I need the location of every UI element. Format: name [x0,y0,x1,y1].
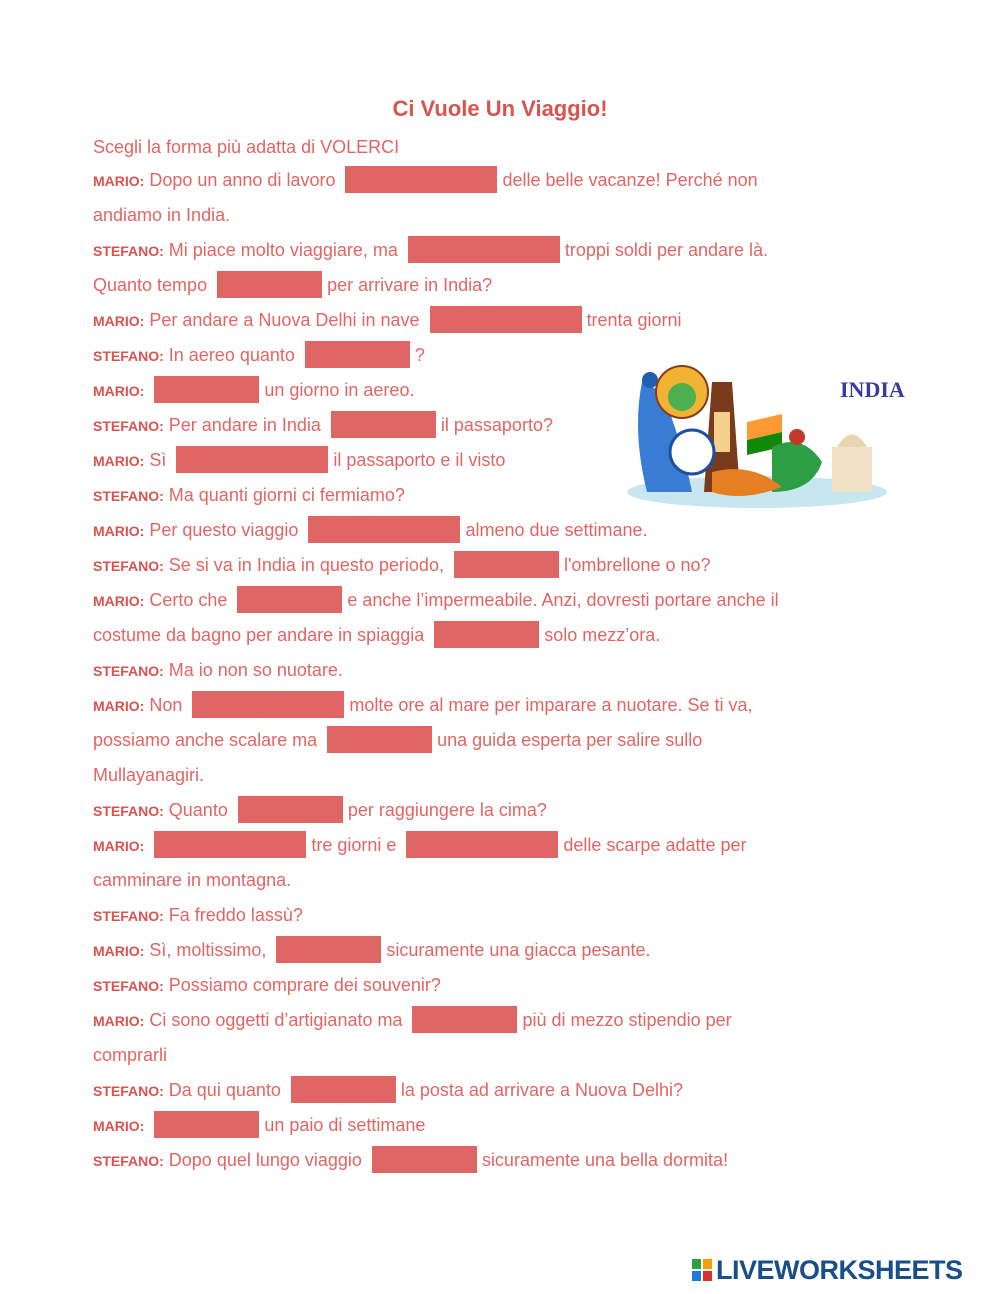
answer-blank[interactable] [237,586,342,613]
answer-blank[interactable] [408,236,560,263]
dialogue-line [93,373,414,408]
speaker-label: MARIO: [93,943,145,959]
line-text [144,835,149,855]
dialogue-line [93,793,547,828]
line-text: Da qui quanto [163,1080,286,1100]
line-text: un giorno in aereo. [264,380,415,400]
answer-blank[interactable] [454,551,559,578]
dialogue-line [93,1003,732,1038]
line-text: In aereo quanto [163,345,300,365]
answer-blank[interactable] [291,1076,396,1103]
line-text: andiamo in India. [93,205,231,225]
speaker-label: STEFANO: [93,418,164,434]
speaker-label: MARIO: [93,523,145,539]
line-text: delle scarpe adatte per [563,835,747,855]
line-text: trenta giorni [586,310,682,330]
peacock-head-shape [642,372,658,388]
line-text: solo mezz’ora. [544,625,661,645]
line-text: comprarli [93,1045,168,1065]
speaker-label: MARIO: [93,383,145,399]
dialogue-line [93,198,230,233]
line-text: la posta ad arrivare a Nuova Delhi? [400,1080,684,1100]
dialogue-line [93,723,702,758]
line-text: delle belle vacanze! Perché non [502,170,758,190]
india-label: INDIA [840,377,905,402]
speaker-label: STEFANO: [93,803,164,819]
answer-blank[interactable] [217,271,322,298]
dialogue-line [93,618,660,653]
dialogue-line [93,898,303,933]
liveworksheets-brand [692,1255,963,1285]
line-text: l'ombrellone o no? [563,555,711,575]
line-text: il passaporto? [440,415,553,435]
dialogue-line [93,513,648,548]
dialogue-line [93,653,343,688]
speaker-label: MARIO: [93,313,145,329]
speaker-label: MARIO: [93,593,145,609]
line-text: sicuramente una giacca pesante. [386,940,651,960]
line-text: Se si va in India in questo periodo, [163,555,449,575]
answer-blank[interactable] [308,516,460,543]
dialogue-line [93,163,758,198]
line-text: Per andare in India [163,415,326,435]
dialogue-line [93,1073,683,1108]
line-text: Non [144,695,188,715]
taj-dome-shape [837,435,867,448]
speaker-label: STEFANO: [93,978,164,994]
answer-blank[interactable] [434,621,539,648]
line-text: un paio di settimane [264,1115,426,1135]
speaker-label: STEFANO: [93,488,164,504]
liveworksheets-logo-icon [692,1259,712,1281]
line-text: Sì, moltissimo, [144,940,272,960]
line-text: e anche l’impermeabile. Anzi, dovresti portare anche il [347,590,779,610]
answer-blank[interactable] [154,1111,259,1138]
line-text [144,1115,149,1135]
answer-blank[interactable] [430,306,582,333]
speaker-label: MARIO: [93,173,145,189]
speaker-label: STEFANO: [93,1083,164,1099]
kathakali-face-shape [668,383,696,411]
speaker-label: STEFANO: [93,908,164,924]
line-text: troppi soldi per andare là. [564,240,769,260]
answer-blank[interactable] [305,341,410,368]
line-text: Sì [144,450,172,470]
line-text: Ma quanti giorni ci fermiamo? [163,485,405,505]
speaker-label: STEFANO: [93,243,164,259]
answer-blank[interactable] [276,936,381,963]
speaker-label: STEFANO: [93,663,164,679]
answer-blank[interactable] [154,376,259,403]
answer-blank[interactable] [154,831,306,858]
speaker-label: STEFANO: [93,348,164,364]
taj-mahal-shape [832,447,872,492]
india-collage-image [622,352,905,512]
dialogue-line [93,408,553,443]
line-text: Ci sono oggetti d’artigianato ma [144,1010,408,1030]
answer-blank[interactable] [345,166,497,193]
line-text: camminare in montagna. [93,870,292,890]
line-text: almeno due settimane. [465,520,648,540]
line-text: più di mezzo stipendio per [522,1010,732,1030]
brand-name: LIVEWORKSHEETS [716,1254,963,1285]
line-text: il passaporto e il visto [333,450,506,470]
answer-blank[interactable] [331,411,436,438]
speaker-label: MARIO: [93,453,145,469]
dialogue-line [93,828,747,863]
dialogue-line [93,933,651,968]
line-text: sicuramente una bella dormita! [481,1150,729,1170]
dialogue-line [93,338,425,373]
line-text: Fa freddo lassù? [163,905,303,925]
dialogue-line [93,968,441,1003]
speaker-label: MARIO: [93,1118,145,1134]
speaker-label: MARIO: [93,1013,145,1029]
answer-blank[interactable] [192,691,344,718]
line-text: molte ore al mare per imparare a nuotare. Se ti va, [349,695,753,715]
answer-blank[interactable] [238,796,343,823]
line-text: Dopo quel lungo viaggio [163,1150,367,1170]
line-text: per raggiungere la cima? [347,800,547,820]
dialogue-line [93,1038,167,1073]
instruction: Scegli la forma più adatta di VOLERCI [93,137,400,157]
dialogue-line [93,268,492,303]
speaker-label: STEFANO: [93,558,164,574]
speaker-label: STEFANO: [93,1153,164,1169]
speaker-label: MARIO: [93,838,145,854]
dialogue-line [93,443,505,478]
dialogue-line [93,863,291,898]
line-text: una guida esperta per salire sullo [437,730,703,750]
dialogue-line [93,233,768,268]
line-text: Possiamo comprare dei souvenir? [163,975,441,995]
dialogue-line [93,303,682,338]
ashoka-chakra-shape [670,430,714,474]
line-text: Mullayanagiri. [93,765,205,785]
line-text: Dopo un anno di lavoro [144,170,341,190]
dialogue-line [93,1143,728,1178]
dialogue-line [93,688,753,723]
answer-blank[interactable] [406,831,558,858]
line-text: Ma io non so nuotare. [163,660,343,680]
answer-blank[interactable] [372,1146,477,1173]
dialogue-line [93,478,405,513]
line-text: costume da bagno per andare in spiaggia [93,625,430,645]
dialogue-line [93,548,711,583]
line-text: Quanto tempo [93,275,213,295]
speaker-label: MARIO: [93,698,145,714]
answer-blank[interactable] [412,1006,517,1033]
dialogue-line [93,583,779,618]
line-text: tre giorni e [311,835,402,855]
line-text: Quanto [163,800,233,820]
line-text: Per andare a Nuova Delhi in nave [144,310,425,330]
line-text [144,380,149,400]
gate-arch-shape [714,412,730,452]
line-text: Mi piace molto viaggiare, ma [163,240,403,260]
line-text: per arrivare in India? [327,275,493,295]
answer-blank[interactable] [176,446,328,473]
line-text: Per questo viaggio [144,520,304,540]
line-text: possiamo anche scalare ma [93,730,323,750]
answer-blank[interactable] [327,726,432,753]
dancer-head-shape [789,429,805,445]
dialogue-line [93,1108,425,1143]
line-text: Certo che [144,590,233,610]
page-title: Ci Vuole Un Viaggio! [392,96,608,121]
line-text: ? [414,345,425,365]
dialogue-line [93,758,204,793]
